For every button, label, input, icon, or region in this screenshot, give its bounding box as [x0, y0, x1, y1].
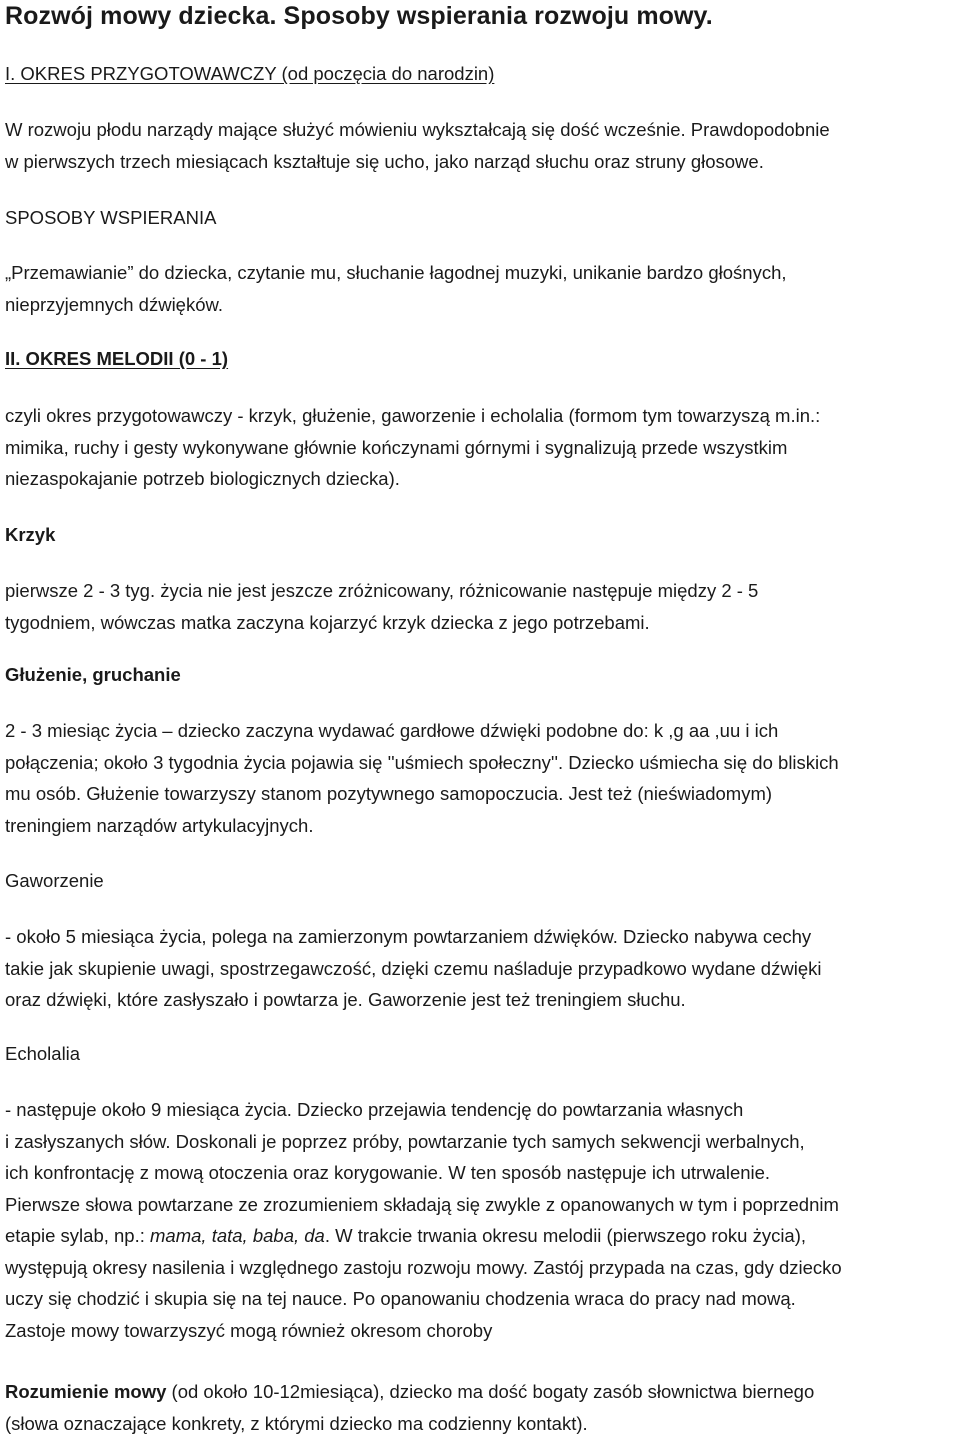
paragraph-line: takie jak skupienie uwagi, spostrzegawczość, dzięki czemu naśladuje przypadkowo wydane dźwięki [5, 957, 822, 979]
paragraph-line: oraz dźwięki, które zasłyszało i powtarza je. Gaworzenie jest też treningiem słuchu. [5, 989, 686, 1010]
paragraph-sposoby-wspierania [5, 257, 957, 320]
paragraph-gluzenie [5, 715, 957, 841]
paragraph-line: 2 - 3 miesiąc życia – dziecko zaczyna wydawać gardłowe dźwięki podobne do: k ,g aa ,uu i ich [5, 720, 779, 741]
paragraph-line [5, 1376, 957, 1408]
paragraph-okres-przygotowawczy [5, 114, 957, 177]
paragraph-line: treningiem narządów artykulacyjnych. [5, 814, 314, 836]
echolalia-heading: Echolalia [5, 1043, 81, 1064]
gaworzenie-heading: Gaworzenie [5, 870, 104, 891]
paragraph-gaworzenie [5, 921, 957, 1016]
paragraph-okres-melodii [5, 400, 957, 495]
paragraph-line: Zastoje mowy towarzyszyć mogą również okresom choroby [5, 1319, 493, 1341]
paragraph-line: pierwsze 2 - 3 tyg. życia nie jest jeszcze zróżnicowany, różnicowanie następuje między 2 - 5 [5, 580, 759, 601]
section-heading-okres-melodii: II. OKRES MELODII (0 - 1) [5, 348, 229, 369]
page-title: Rozwój mowy dziecka. Sposoby wspierania rozwoju mowy. [5, 2, 713, 30]
gluzenie-heading: Głużenie, gruchanie [5, 664, 181, 685]
paragraph-echolalia [5, 1094, 957, 1346]
text-run: (od około 10-12miesiąca), dziecko ma dość bogaty zasób słownictwa biernego [166, 1381, 815, 1402]
paragraph-line: ich konfrontację z mową otoczenia oraz korygowanie. W ten sposób następuje ich utrwalenie. [5, 1162, 771, 1183]
text-run: . W trakcie trwania okresu melodii (pierwszego roku życia), [324, 1225, 807, 1246]
paragraph-line: nieprzyjemnych dźwięków. [5, 293, 223, 315]
krzyk-heading: Krzyk [5, 524, 56, 545]
paragraph-line: „Przemawianie” do dziecka, czytanie mu, słuchanie łagodnej muzyki, unikanie bardzo głośnych, [5, 262, 787, 283]
paragraph-line: w pierwszych trzech miesiącach kształtuje się ucho, jako narząd słuchu oraz struny głosowe. [5, 150, 764, 172]
sposoby-wspierania-heading: SPOSOBY WSPIERANIA [5, 207, 217, 228]
paragraph-line: czyli okres przygotowawczy - krzyk, głużenie, gaworzenie i echolalia (formom tym towarzyszą m.in.: [5, 405, 821, 426]
paragraph-line: mimika, ruchy i gesty wykonywane głównie kończynami górnymi i sygnalizują przede wszystkim [5, 436, 788, 458]
paragraph-line: występują okresy nasilenia i względnego zastoju rozwoju mowy. Zastój przypada na czas, gdy dziecko [5, 1256, 842, 1278]
syllable-examples: mama, tata, baba, da [150, 1225, 325, 1246]
paragraph-line: i zasłyszanych słów. Doskonali je poprzez próby, powtarzanie tych samych sekwencji werbalnych, [5, 1130, 805, 1152]
paragraph-line: uczy się chodzić i skupia się na tej nauce. Po opanowaniu chodzenia wraca do pracy nad mową. [5, 1288, 796, 1309]
text-run: etapie sylab, np.: [5, 1225, 151, 1246]
paragraph-line-with-example [5, 1220, 957, 1252]
paragraph-line: tygodniem, wówczas matka zaczyna kojarzyć krzyk dziecka z jego potrzebami. [5, 611, 650, 633]
rozumienie-mowy-label: Rozumienie mowy [5, 1381, 167, 1402]
paragraph-line: - następuje około 9 miesiąca życia. Dziecko przejawia tendencję do powtarzania własnych [5, 1099, 744, 1120]
paragraph-line: połączenia; około 3 tygodnia życia pojawia się ''uśmiech społeczny''. Dziecko uśmiecha się do bliskich [5, 751, 839, 773]
section-heading-okres-przygotowawczy: I. OKRES PRZYGOTOWAWCZY (od poczęcia do narodzin) [5, 63, 495, 84]
paragraph-line: mu osób. Głużenie towarzyszy stanom pozytywnego samopoczucia. Jest też (nieświadomym) [5, 783, 773, 804]
paragraph-line: niezaspokajanie potrzeb biologicznych dziecka). [5, 468, 400, 489]
paragraph-line: Pierwsze słowa powtarzane ze zrozumieniem składają się zwykle z opanowanych w tym i poprzednim [5, 1193, 839, 1215]
paragraph-line: - około 5 miesiąca życia, polega na zamierzonym powtarzaniem dźwięków. Dziecko nabywa cechy [5, 926, 812, 947]
paragraph-line: (słowa oznaczające konkrety, z którymi dziecko ma codzienny kontakt). [5, 1412, 588, 1434]
paragraph-krzyk [5, 575, 957, 638]
paragraph-rozumienie-mowy [5, 1376, 957, 1439]
paragraph-line: W rozwoju płodu narządy mające służyć mówieniu wykształcają się dość wcześnie. Prawdopodobnie [5, 119, 830, 140]
